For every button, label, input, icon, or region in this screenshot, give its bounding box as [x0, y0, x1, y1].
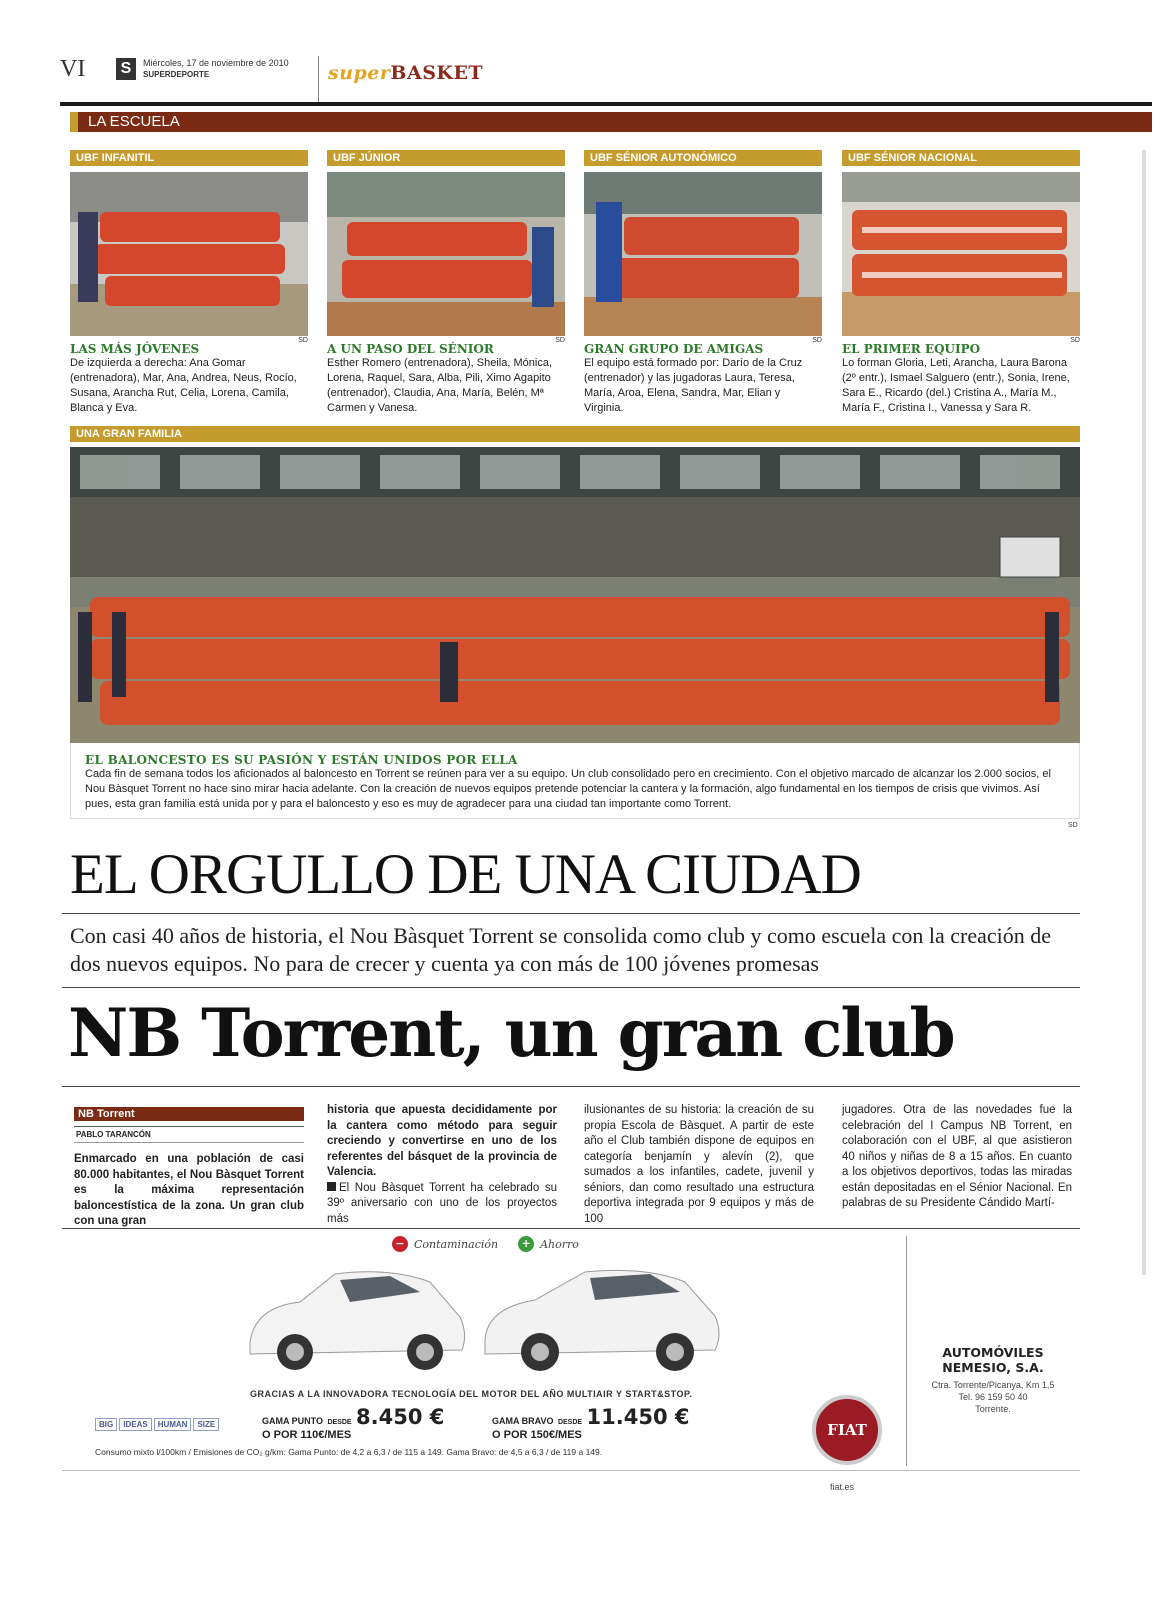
header-rule — [60, 102, 1152, 106]
page-number: VI — [60, 56, 86, 82]
dealer-name: AUTOMÓVILES NEMESIO, S.A. — [942, 1345, 1044, 1375]
team-title: GRAN GRUPO DE AMIGAS SD — [584, 337, 822, 356]
rule — [62, 1086, 1080, 1087]
dealer-address: Ctra. Torrente/Picanya, Km 1,5 — [931, 1380, 1055, 1390]
rule — [74, 1142, 304, 1143]
main-headline: NB Torrent, un gran club — [68, 994, 954, 1072]
punto-price-block: GAMA PUNTO DESDE 8.450 € O POR 110€/MES — [262, 1405, 445, 1441]
article-column-4: jugadores. Otra de las novedades fue la celebración del I Campus NB Torrent, en colaboración con el UBF, al que asistieron 40 niños y niñas de 8 a 15 años. En cuanto a los objetivos deportivos, todas las miradas están depositadas en el Sénior Nacional. En palabras de su Presidente Cándido Martí- — [842, 1104, 1072, 1209]
article-column-3: ilusionantes de su historia: la creación de su propia Escola de Bàsquet. A partir de este año el Club también dispone de equipos en categoría benjamín y alevín (2), que sumados a los infantiles, cadete, juvenil y séniors, dan como resultado una estructura deportiva integrada por 9 equipos y más de 100 — [584, 1104, 814, 1225]
family-caption — [70, 743, 1080, 819]
team-tag: UBF INFANITIL — [70, 150, 308, 166]
team-caption: El equipo está formado por: Darío de la Cruz (entrenador) y las jugadoras Laura, Teresa, María, Aroa, Elena, Sandra, Mar, Elian y Virginia. — [584, 357, 803, 414]
kicker-headline: EL ORGULLO DE UNA CIUDAD — [70, 843, 861, 906]
dateline — [143, 58, 289, 80]
deck: Con casi 40 años de historia, el Nou Bàsquet Torrent se consolida como club y como escuela con la creación de dos nuevos equipos. No para de crecer y cuenta ya con más de 100 jóvenes promesas — [70, 923, 1052, 976]
team-block-junior — [327, 150, 565, 416]
team-photo — [584, 172, 822, 336]
dealer-city: Torrente. — [975, 1404, 1011, 1414]
team-tag: UBF SÉNIOR NACIONAL — [842, 150, 1080, 166]
article-column-2: historia que apuesta decididamente por la cantera como método para seguir creciendo y convertirse en uno de los referentes del básquet de la provincia de Valencia. El Nou Bàsquet Torrent ha celebrado su 39º aniversario con uno de los proyectos más — [327, 1104, 557, 1225]
team-photo — [842, 172, 1080, 336]
team-title: EL PRIMER EQUIPO SD — [842, 337, 1080, 356]
plus-icon: + — [518, 1236, 534, 1252]
team-tag: UBF SÉNIOR AUTONÓMICO — [584, 150, 822, 166]
team-photo — [70, 172, 308, 336]
team-tag: UBF JÚNIOR — [327, 150, 565, 166]
family-tag: UNA GRAN FAMILIA — [70, 426, 1080, 442]
section-title: LA ESCUELA — [70, 112, 1152, 132]
team-caption: De izquierda a derecha: Ana Gomar (entrenadora), Mar, Ana, Andrea, Neus, Rocío, Susana, Arancha Rut, Celia, Lorena, Camila, Blanca y Eva. — [70, 357, 297, 414]
header-divider — [318, 56, 319, 102]
ad-bottom-rule — [62, 1470, 1080, 1471]
big-ideas-logo: BIG IDEAS HUMAN SIZE — [95, 1418, 219, 1431]
family-caption-text: Cada fin de semana todos los aficionados al baloncesto en Torrent se reúnen para ver a su equipo. Un club consolidado pero en crecimiento. Con el objetivo marcado de alcanzar los 2.000 socios, el Nou Bàsquet Torrent no hace sino mirar hacia adelante. Con la creación de nuevos equipos pretende potenciar la cantera y la formación, algo fundamental en los tiempos de crisis que vivimos. Así pues, esta gran familia está unida por y para el baloncesto y eso es muy de agradecer para una ciudad tan importante como Torrent. — [85, 768, 1051, 810]
article-column-1: Enmarcado en una población de casi 80.000 habitantes, el Nou Bàsquet Torrent es la máxima representación baloncestística de la zona. Un gran club con una gran — [74, 1153, 304, 1227]
photo-credit: SD — [1068, 822, 1078, 829]
bravo-price-block: GAMA BRAVO DESDE 11.450 € O POR 150€/MES — [492, 1405, 690, 1441]
ad-consumption: Consumo mixto l/100km / Emisiones de CO₂ g/km: Gama Punto: de 4,2 a 6,3 / de 115 a 149. Gama Bravo: de 4,5 a 6,3 / de 119 a 149. — [95, 1447, 603, 1457]
author: PABLO TARANCÓN — [76, 1130, 151, 1139]
fiat-punto-car — [240, 1262, 470, 1382]
team-block-senior-nacional — [842, 150, 1080, 416]
team-caption: Lo forman Gloria, Leti, Arancha, Laura Barona (2º entr.), Ismael Salguero (entr.), Sonia, Irene, Sara E., Ricardo (del.) Cristina A., María M., María F., Cristina I., Vanessa y Sara R. — [842, 357, 1070, 414]
rule — [62, 987, 1080, 988]
ad-icons: − Contaminación + Ahorro — [392, 1236, 579, 1252]
team-title: A UN PASO DEL SÉNIOR SD — [327, 337, 565, 356]
rule — [62, 913, 1080, 914]
fiat-url[interactable]: fiat.es — [830, 1482, 855, 1492]
dealer-phone: Tel. 96 159 50 40 — [958, 1392, 1028, 1402]
rule — [74, 1126, 304, 1127]
family-caption-title: EL BALONCESTO ES SU PASIÓN Y ESTÁN UNIDOS POR ELLA — [85, 753, 518, 767]
date: Miércoles, 17 de noviembre de 2010 — [143, 58, 289, 68]
team-block-senior-autonomico — [584, 150, 822, 416]
team-block-infantil — [70, 150, 308, 416]
publication-name: SUPERDEPORTE — [143, 70, 210, 79]
team-caption: Esther Romero (entrenadora), Sheila, Mónica, Lorena, Raquel, Sara, Alba, Pili, Ximo Agapito (entrenador), Claudia, Ana, María, Belén, Mª Carmen y Vanesa. — [327, 357, 552, 414]
page-edge-rule — [1142, 150, 1146, 1275]
section-brand: superBASKET — [328, 62, 484, 84]
publication-logo: S — [116, 58, 136, 80]
fiat-logo: FIAT — [812, 1395, 882, 1465]
byline-tag: NB Torrent — [74, 1107, 304, 1121]
ad-tagline: GRACIAS A LA INNOVADORA TECNOLOGÍA DEL MOTOR DEL AÑO MULTIAIR Y START&STOP. — [250, 1389, 693, 1399]
family-photo — [70, 447, 1080, 743]
team-photo — [327, 172, 565, 336]
team-title: LAS MÁS JÓVENES SD — [70, 337, 308, 356]
minus-icon: − — [392, 1236, 408, 1252]
ad-divider — [906, 1236, 907, 1466]
fiat-bravo-car — [475, 1258, 725, 1383]
dealer-block — [918, 1345, 1068, 1415]
